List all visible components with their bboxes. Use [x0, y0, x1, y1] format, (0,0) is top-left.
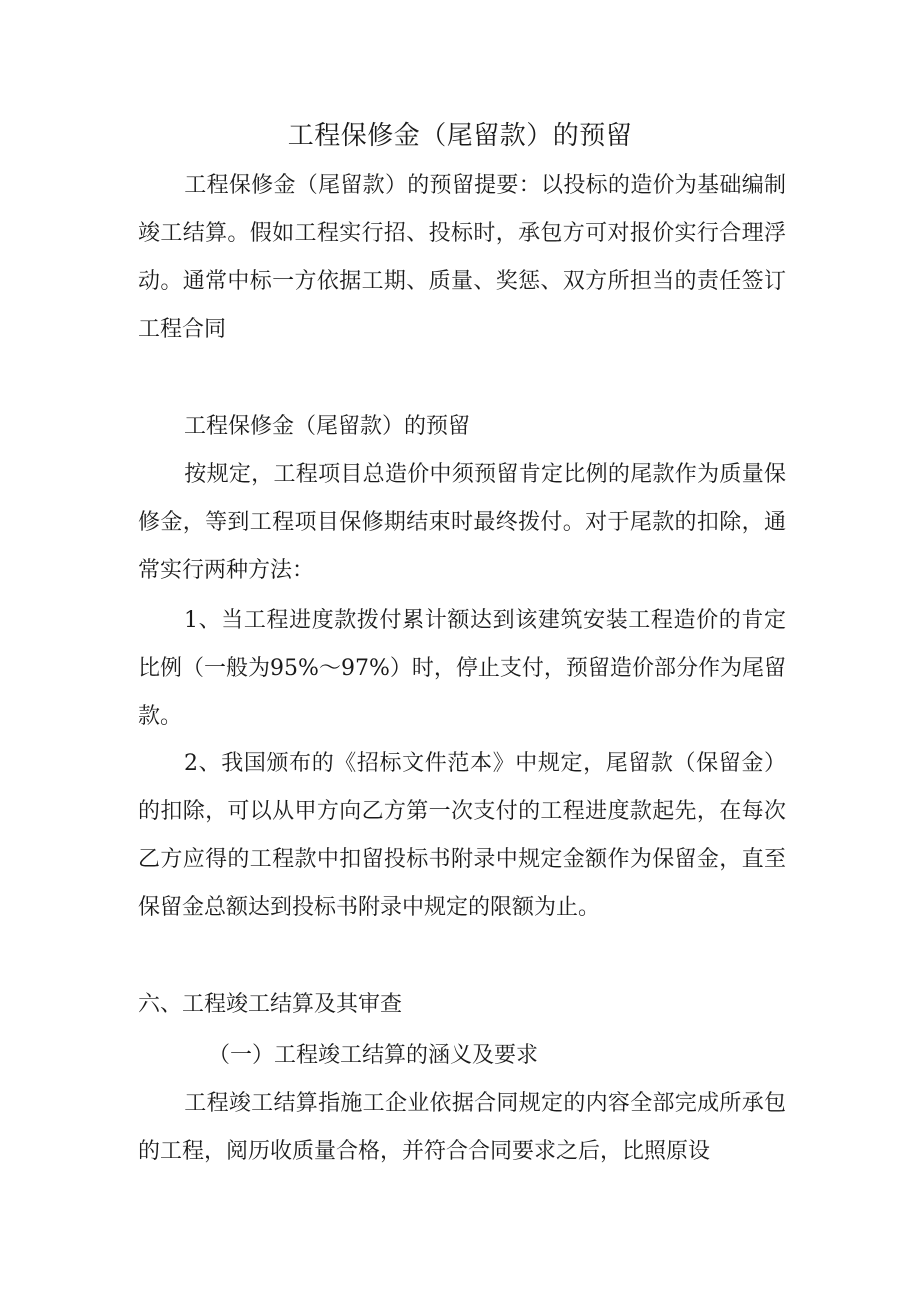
document-title: 工程保修金（尾留款）的预留 — [287, 121, 633, 151]
method-2-paragraph — [138, 740, 786, 932]
rules-text: 按规定，工程项目总造价中须预留肯定比例的尾款作为质量保修金，等到工程项目保修期结束时最终拨付。对于尾款的扣除，通常实行两种方法： — [138, 462, 786, 583]
rules-paragraph — [138, 451, 786, 595]
definition-paragraph — [138, 1080, 786, 1176]
sub-heading: （一）工程竣工结算的涵义及要求 — [208, 1043, 539, 1068]
section-heading: 工程保修金（尾留款）的预留 — [184, 414, 471, 439]
method-1-paragraph — [138, 597, 786, 741]
definition-text: 工程竣工结算指施工企业依据合同规定的内容全部完成所承包的工程，阅历收质量合格，并符合合同要求之后，比照原设 — [138, 1091, 786, 1164]
summary-paragraph — [138, 162, 786, 354]
chapter-heading: 六、工程竣工结算及其审查 — [138, 992, 403, 1017]
method-2-text: 2、我国颁布的《招标文件范本》中规定，尾留款（保留金）的扣除，可以从甲方向乙方第一次支付的工程进度款起先，在每次乙方应得的工程款中扣留投标书附录中规定金额作为保留金，直至保留金总额达到投标书附录中规定的限额为止。 — [138, 751, 786, 920]
summary-text: 工程保修金（尾留款）的预留提要：以投标的造价为基础编制竣工结算。假如工程实行招、投标时，承包方可对报价实行合理浮动。通常中标一方依据工期、质量、奖惩、双方所担当的责任签订工程合同 — [138, 173, 786, 342]
method-1-text: 1、当工程进度款拨付累计额达到该建筑安装工程造价的肯定比例（一般为95%～97%）时，停止支付，预留造价部分作为尾留款。 — [138, 608, 786, 729]
